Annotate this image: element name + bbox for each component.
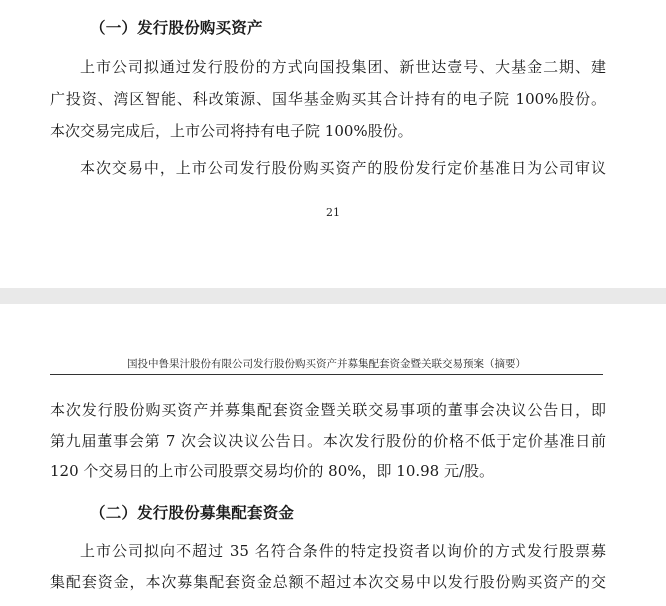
paragraph-line: 120 个交易日的上市公司股票交易均价的 80%，即 10.98 元/股。 [50,462,495,480]
paragraph-line: 本次交易完成后，上市公司将持有电子院 100%股份。 [50,122,413,140]
paragraph-line: 集配套资金，本次募集配套资金总额不超过本次交易中以发行股份购买资产的交 [50,573,606,591]
paragraph-line: 上市公司拟通过发行股份的方式向国投集团、新世达壹号、大基金二期、建 [80,58,606,76]
section-heading-raise-funds: （二）发行股份募集配套资金 [90,503,295,522]
paragraph-line: 上市公司拟向不超过 35 名符合条件的特定投资者以询价的方式发行股票募 [80,542,606,560]
paragraph-line: 本次交易中，上市公司发行股份购买资产的股份发行定价基准日为公司审议 [80,159,606,177]
page-separator [0,288,666,304]
document-page-upper [0,0,666,288]
paragraph-line: 本次发行股份购买资产并募集配套资金暨关联交易事项的董事会决议公告日，即 [50,401,606,419]
section-heading-issue-shares: （一）发行股份购买资产 [90,18,263,37]
page-number: 21 [326,206,340,219]
running-header: 国投中鲁果汁股份有限公司发行股份购买资产并募集配套资金暨关联交易预案（摘要） [50,356,603,375]
paragraph-line: 广投资、湾区智能、科改策源、国华基金购买其合计持有的电子院 100%股份。 [50,90,606,108]
document-page-lower [0,304,666,606]
paragraph-line: 第九届董事会第 7 次会议决议公告日。本次发行股份的价格不低于定价基准日前 [50,432,606,450]
